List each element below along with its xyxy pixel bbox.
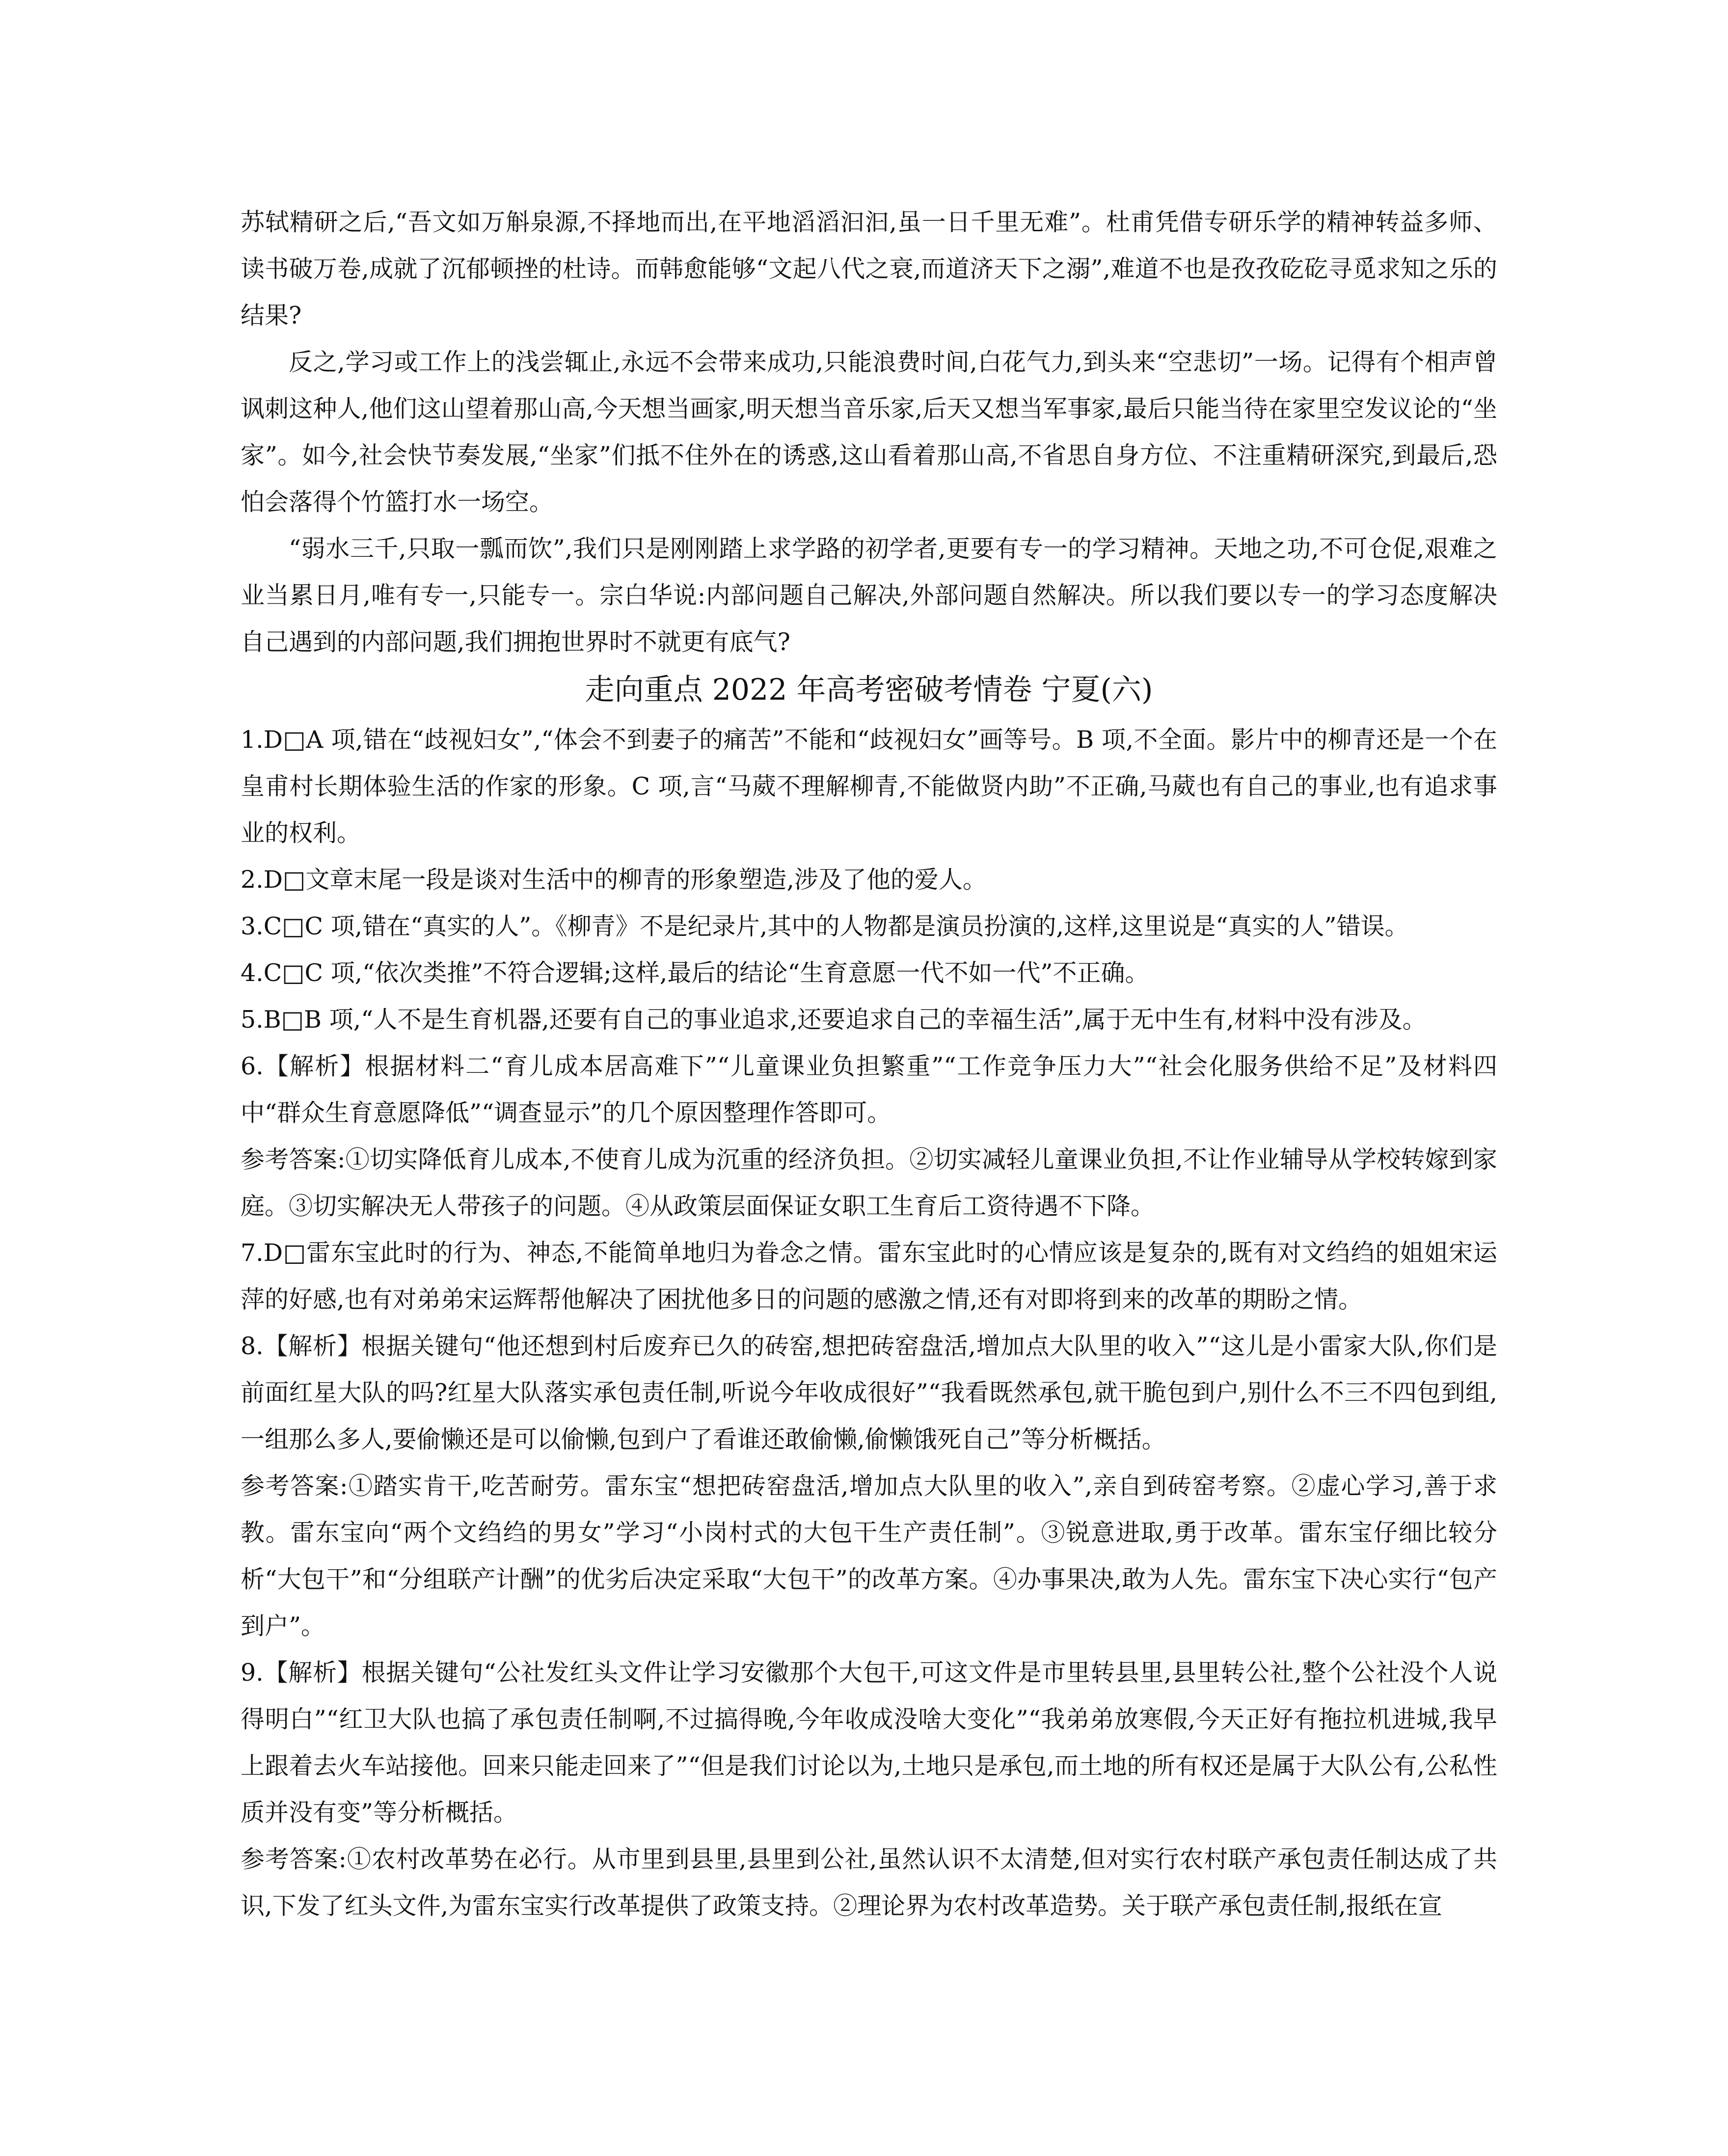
document-page xyxy=(241,199,1497,1929)
essay-paragraph-1: 苏轼精研之后,“吾文如万斛泉源,不择地而出,在平地滔滔汩汩,虽一日千里无难”。杜甫凭借专研乐学的精神转益多师、读书破万卷,成就了沉郁顿挫的杜诗。而韩愈能够“文起八代之衰,而道济天下之溺”,难道不也是孜孜矻矻寻觅求知之乐的结果? xyxy=(241,208,1497,329)
answer-6-reference: 参考答案:①切实降低育儿成本,不使育儿成为沉重的经济负担。②切实减轻儿童课业负担,不让作业辅导从学校转嫁到家庭。③切实解决无人带孩子的问题。④从政策层面保证女职工生育后工资待遇不下降。 xyxy=(241,1146,1497,1220)
answer-8-reference: 参考答案:①踏实肯干,吃苦耐劳。雷东宝“想把砖窑盘活,增加点大队里的收入”,亲自到砖窑考察。②虚心学习,善于求教。雷东宝向“两个文绉绉的男女”学习“小岗村式的大包干生产责任制”。③锐意进取,勇于改革。雷东宝仔细比较分析“大包干”和“分组联产计酬”的优劣后决定采取“大包干”的改革方案。④办事果决,敢为人先。雷东宝下决心实行“包产到户”。 xyxy=(241,1472,1497,1640)
answer-5: 5.B□B 项,“人不是生育机器,还要有自己的事业追求,还要追求自己的幸福生活”,属于无中生有,材料中没有涉及。 xyxy=(241,1006,1427,1034)
section-title: 走向重点 2022 年高考密破考情卷 宁夏(六) xyxy=(585,673,1153,707)
answer-9-analysis: 9.【解析】根据关键句“公社发红头文件让学习安徽那个大包干,可这文件是市里转县里,县里转公社,整个公社没个人说得明白”“红卫大队也搞了承包责任制啊,不过搞得晚,今年收成没啥大变化”“我弟弟放寒假,今天正好有拖拉机进城,我早上跟着去火车站接他。回来只能走回来了”“但是我们讨论以为,土地只是承包,而土地的所有权还是属于大队公有,公私性质并没有变”等分析概括。 xyxy=(241,1659,1497,1827)
answer-6-analysis: 6.【解析】根据材料二“育儿成本居高难下”“儿童课业负担繁重”“工作竞争压力大”“社会化服务供给不足”及材料四中“群众生育意愿降低”“调查显示”的几个原因整理作答即可。 xyxy=(241,1052,1497,1127)
answer-8-analysis: 8.【解析】根据关键句“他还想到村后废弃已久的砖窑,想把砖窑盘活,增加点大队里的收入”“这儿是小雷家大队,你们是前面红星大队的吗?红星大队落实承包责任制,听说今年收成很好”“我看既然承包,就干脆包到户,别什么不三不四包到组,一组那么多人,要偷懒还是可以偷懒,包到户了看谁还敢偷懒,偷懒饿死自己”等分析概括。 xyxy=(241,1332,1497,1453)
answer-3: 3.C□C 项,错在“真实的人”。《柳青》不是纪录片,其中的人物都是演员扮演的,这样,这里说是“真实的人”错误。 xyxy=(241,912,1409,940)
answer-7: 7.D□雷东宝此时的行为、神态,不能简单地归为眷念之情。雷东宝此时的心情应该是复杂的,既有对文绉绉的姐姐宋运萍的好感,也有对弟弟宋运辉帮他解决了困扰他多日的问题的感激之情,还有对即将到来的改革的期盼之情。 xyxy=(241,1239,1497,1313)
essay-paragraph-2: 反之,学习或工作上的浅尝辄止,永远不会带来成功,只能浪费时间,白花气力,到头来“空悲切”一场。记得有个相声曾讽刺这种人,他们这山望着那山高,今天想当画家,明天想当音乐家,后天又想当军事家,最后只能当待在家里空发议论的“坐家”。如今,社会快节奏发展,“坐家”们抵不住外在的诱惑,这山看着那山高,不省思自身方位、不注重精研深究,到最后,恐怕会落得个竹篮打水一场空。 xyxy=(241,348,1497,516)
answer-2: 2.D□文章末尾一段是谈对生活中的柳青的形象塑造,涉及了他的爱人。 xyxy=(241,866,987,894)
answer-1: 1.D□A 项,错在“歧视妇女”,“体会不到妻子的痛苦”不能和“歧视妇女”画等号。B 项,不全面。影片中的柳青还是一个在皇甫村长期体验生活的作家的形象。C 项,言“马葳不理解柳青,不能做贤内助”不正确,马葳也有自己的事业,也有追求事业的权利。 xyxy=(241,726,1497,847)
answer-9-reference: 参考答案:①农村改革势在必行。从市里到县里,县里到公社,虽然认识不太清楚,但对实行农村联产承包责任制达成了共识,下发了红头文件,为雷东宝实行改革提供了政策支持。②理论界为农村改革造势。关于联产承包责任制,报纸在宣 xyxy=(241,1845,1497,1920)
answer-4: 4.C□C 项,“依次类推”不符合逻辑;这样,最后的结论“生育意愿一代不如一代”不正确。 xyxy=(241,959,1149,987)
essay-paragraph-3: “弱水三千,只取一瓢而饮”,我们只是刚刚踏上求学路的初学者,更要有专一的学习精神。天地之功,不可仓促,艰难之业当累日月,唯有专一,只能专一。宗白华说:内部问题自己解决,外部问题自然解决。所以我们要以专一的学习态度解决自己遇到的内部问题,我们拥抱世界时不就更有底气? xyxy=(241,535,1497,656)
